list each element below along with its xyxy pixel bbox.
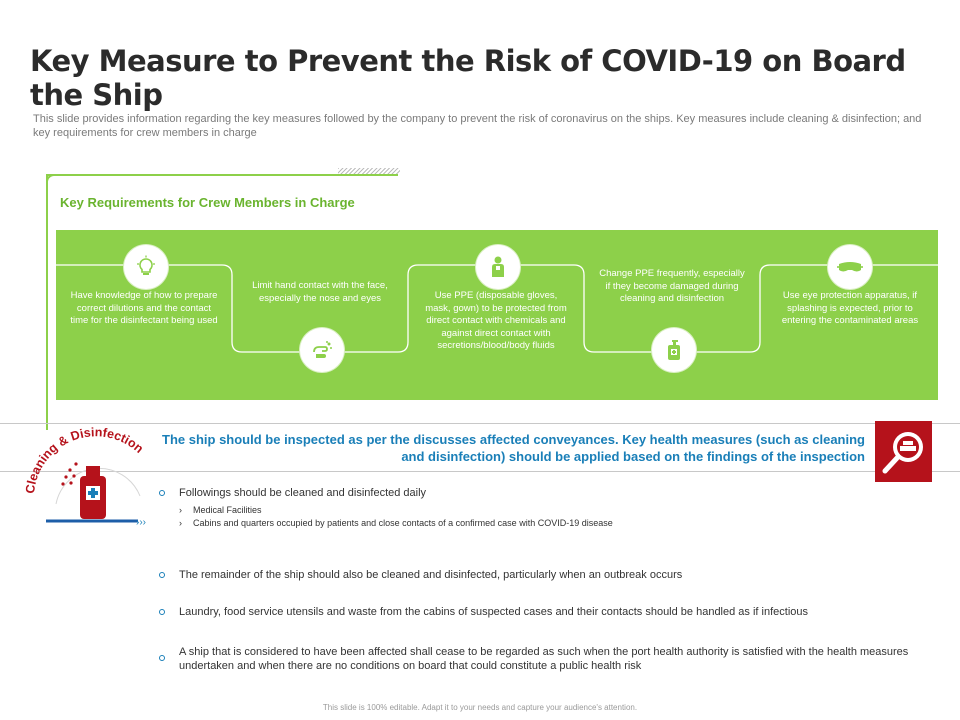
goggles-icon: [828, 245, 872, 289]
svg-text:›››: ›››: [136, 517, 146, 528]
page-title: Key Measure to Prevent the Risk of COVID-19 on Board the Ship: [30, 44, 906, 112]
ppe-person-icon: [476, 245, 520, 289]
step-2-text: Limit hand contact with the face, especially the nose and eyes: [252, 280, 388, 304]
hand-wash-icon: [300, 328, 344, 372]
inspection-highlight: The ship should be inspected as per the discusses affected conveyances. Key health measures (such as cleaning and disinfection) should be applied based on the findings of the inspection: [162, 432, 865, 464]
bullet-marker: [159, 609, 165, 615]
sub-marker: ›: [179, 505, 182, 515]
requirements-panel: [56, 230, 938, 400]
inspection-badge: [875, 421, 932, 482]
sub-item-1: Medical Facilities: [193, 505, 262, 515]
bullet-marker: [159, 572, 165, 578]
badge-label: Cleaning & Disinfection: [22, 425, 147, 495]
section-title: Key Requirements for Crew Members in Charge: [60, 195, 355, 210]
page-subtitle: This slide provides information regarding the key measures followed by the company to prevent the risk of coronavirus on the ships. Key measures include cleaning & disinfection; and key requirements for crew members in charge: [33, 113, 922, 139]
bullet-2: The remainder of the ship should also be cleaned and disinfected, particularly when an outbreak occurs: [179, 569, 683, 581]
footer-note: This slide is 100% editable. Adapt it to your needs and capture your audience's attention.: [322, 703, 638, 712]
step-4-text: Change PPE frequently, especially if they become damaged during cleaning and disinfection: [599, 268, 745, 304]
frame-corner: [46, 174, 58, 186]
bullet-marker: [159, 490, 165, 496]
step-5-text: Use eye protection apparatus, if splashing is expected, prior to entering the contaminated areas: [781, 290, 919, 326]
sanitizer-bottle-icon: [652, 328, 696, 372]
lightbulb-icon: [124, 245, 168, 289]
step-1-text: Have knowledge of how to prepare correct dilutions and the contact time for the disinfectant being used: [70, 290, 218, 326]
bullet-marker: [159, 655, 165, 661]
frame-line-vertical: [46, 174, 48, 430]
bullet-4: A ship that is considered to have been affected shall cease to be regarded as such when the port health authority is satisfied with the health measures undertaken and when there are no conditions on board that could constitute a public health risk: [179, 646, 909, 672]
step-3-text: Use PPE (disposable gloves, mask, gown) to be protected from direct contact with chemicals and against direct contact with secretions/blood/body fluids: [425, 290, 567, 351]
magnifier-ship-icon: [879, 427, 929, 477]
frame-line-horizontal: [46, 174, 398, 176]
bullet-1: Followings should be cleaned and disinfected daily: [179, 487, 427, 499]
decorative-stripes: [338, 168, 400, 174]
sub-marker: ›: [179, 518, 182, 528]
sub-item-2: Cabins and quarters occupied by patients and close contacts of a confirmed case with COVID-19 disease: [193, 518, 613, 528]
bullet-3: Laundry, food service utensils and waste from the cabins of suspected cases and their contacts should be handled as if infectious: [179, 606, 808, 618]
